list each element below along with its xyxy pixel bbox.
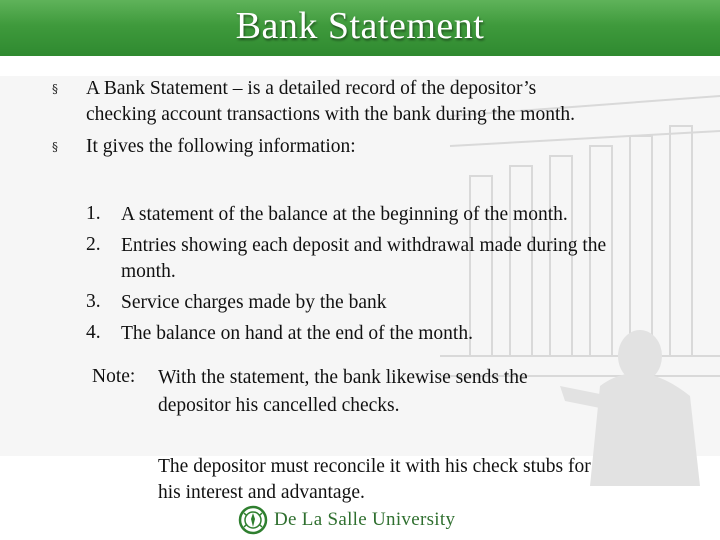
bullet-marker: § (52, 82, 58, 96)
list-item-2-line-1: Entries showing each deposit and withdrawal made during the (121, 235, 607, 256)
slide-title: Bank Statement (235, 5, 485, 47)
list-number: 3. (86, 291, 101, 312)
note-line-2: depositor his cancelled checks. (158, 395, 400, 416)
title-bar (0, 0, 720, 56)
list-item-4: The balance on hand at the end of the month. (121, 323, 473, 344)
university-seal-icon (238, 505, 268, 535)
list-number: 1. (86, 203, 101, 224)
bullet-1-line-2: checking account transactions with the bank during the month. (86, 104, 575, 125)
list-item-1: A statement of the balance at the beginning of the month. (121, 204, 568, 225)
list-item-3: Service charges made by the bank (121, 292, 387, 313)
note-paragraph-2-line-1: The depositor must reconcile it with his check stubs for (158, 456, 591, 477)
list-number: 4. (86, 322, 101, 343)
bullet-2-text: It gives the following information: (86, 136, 356, 157)
list-item-2-line-2: month. (121, 261, 176, 282)
note-line-1: With the statement, the bank likewise sends the (158, 367, 528, 388)
note-label: Note: (92, 366, 136, 387)
list-number: 2. (86, 234, 101, 255)
note-paragraph-2-line-2: his interest and advantage. (158, 482, 365, 503)
bullet-marker: § (52, 140, 58, 154)
university-name: De La Salle University (274, 509, 456, 530)
bullet-1-line-1: A Bank Statement – is a detailed record of the depositor’s (86, 78, 537, 99)
